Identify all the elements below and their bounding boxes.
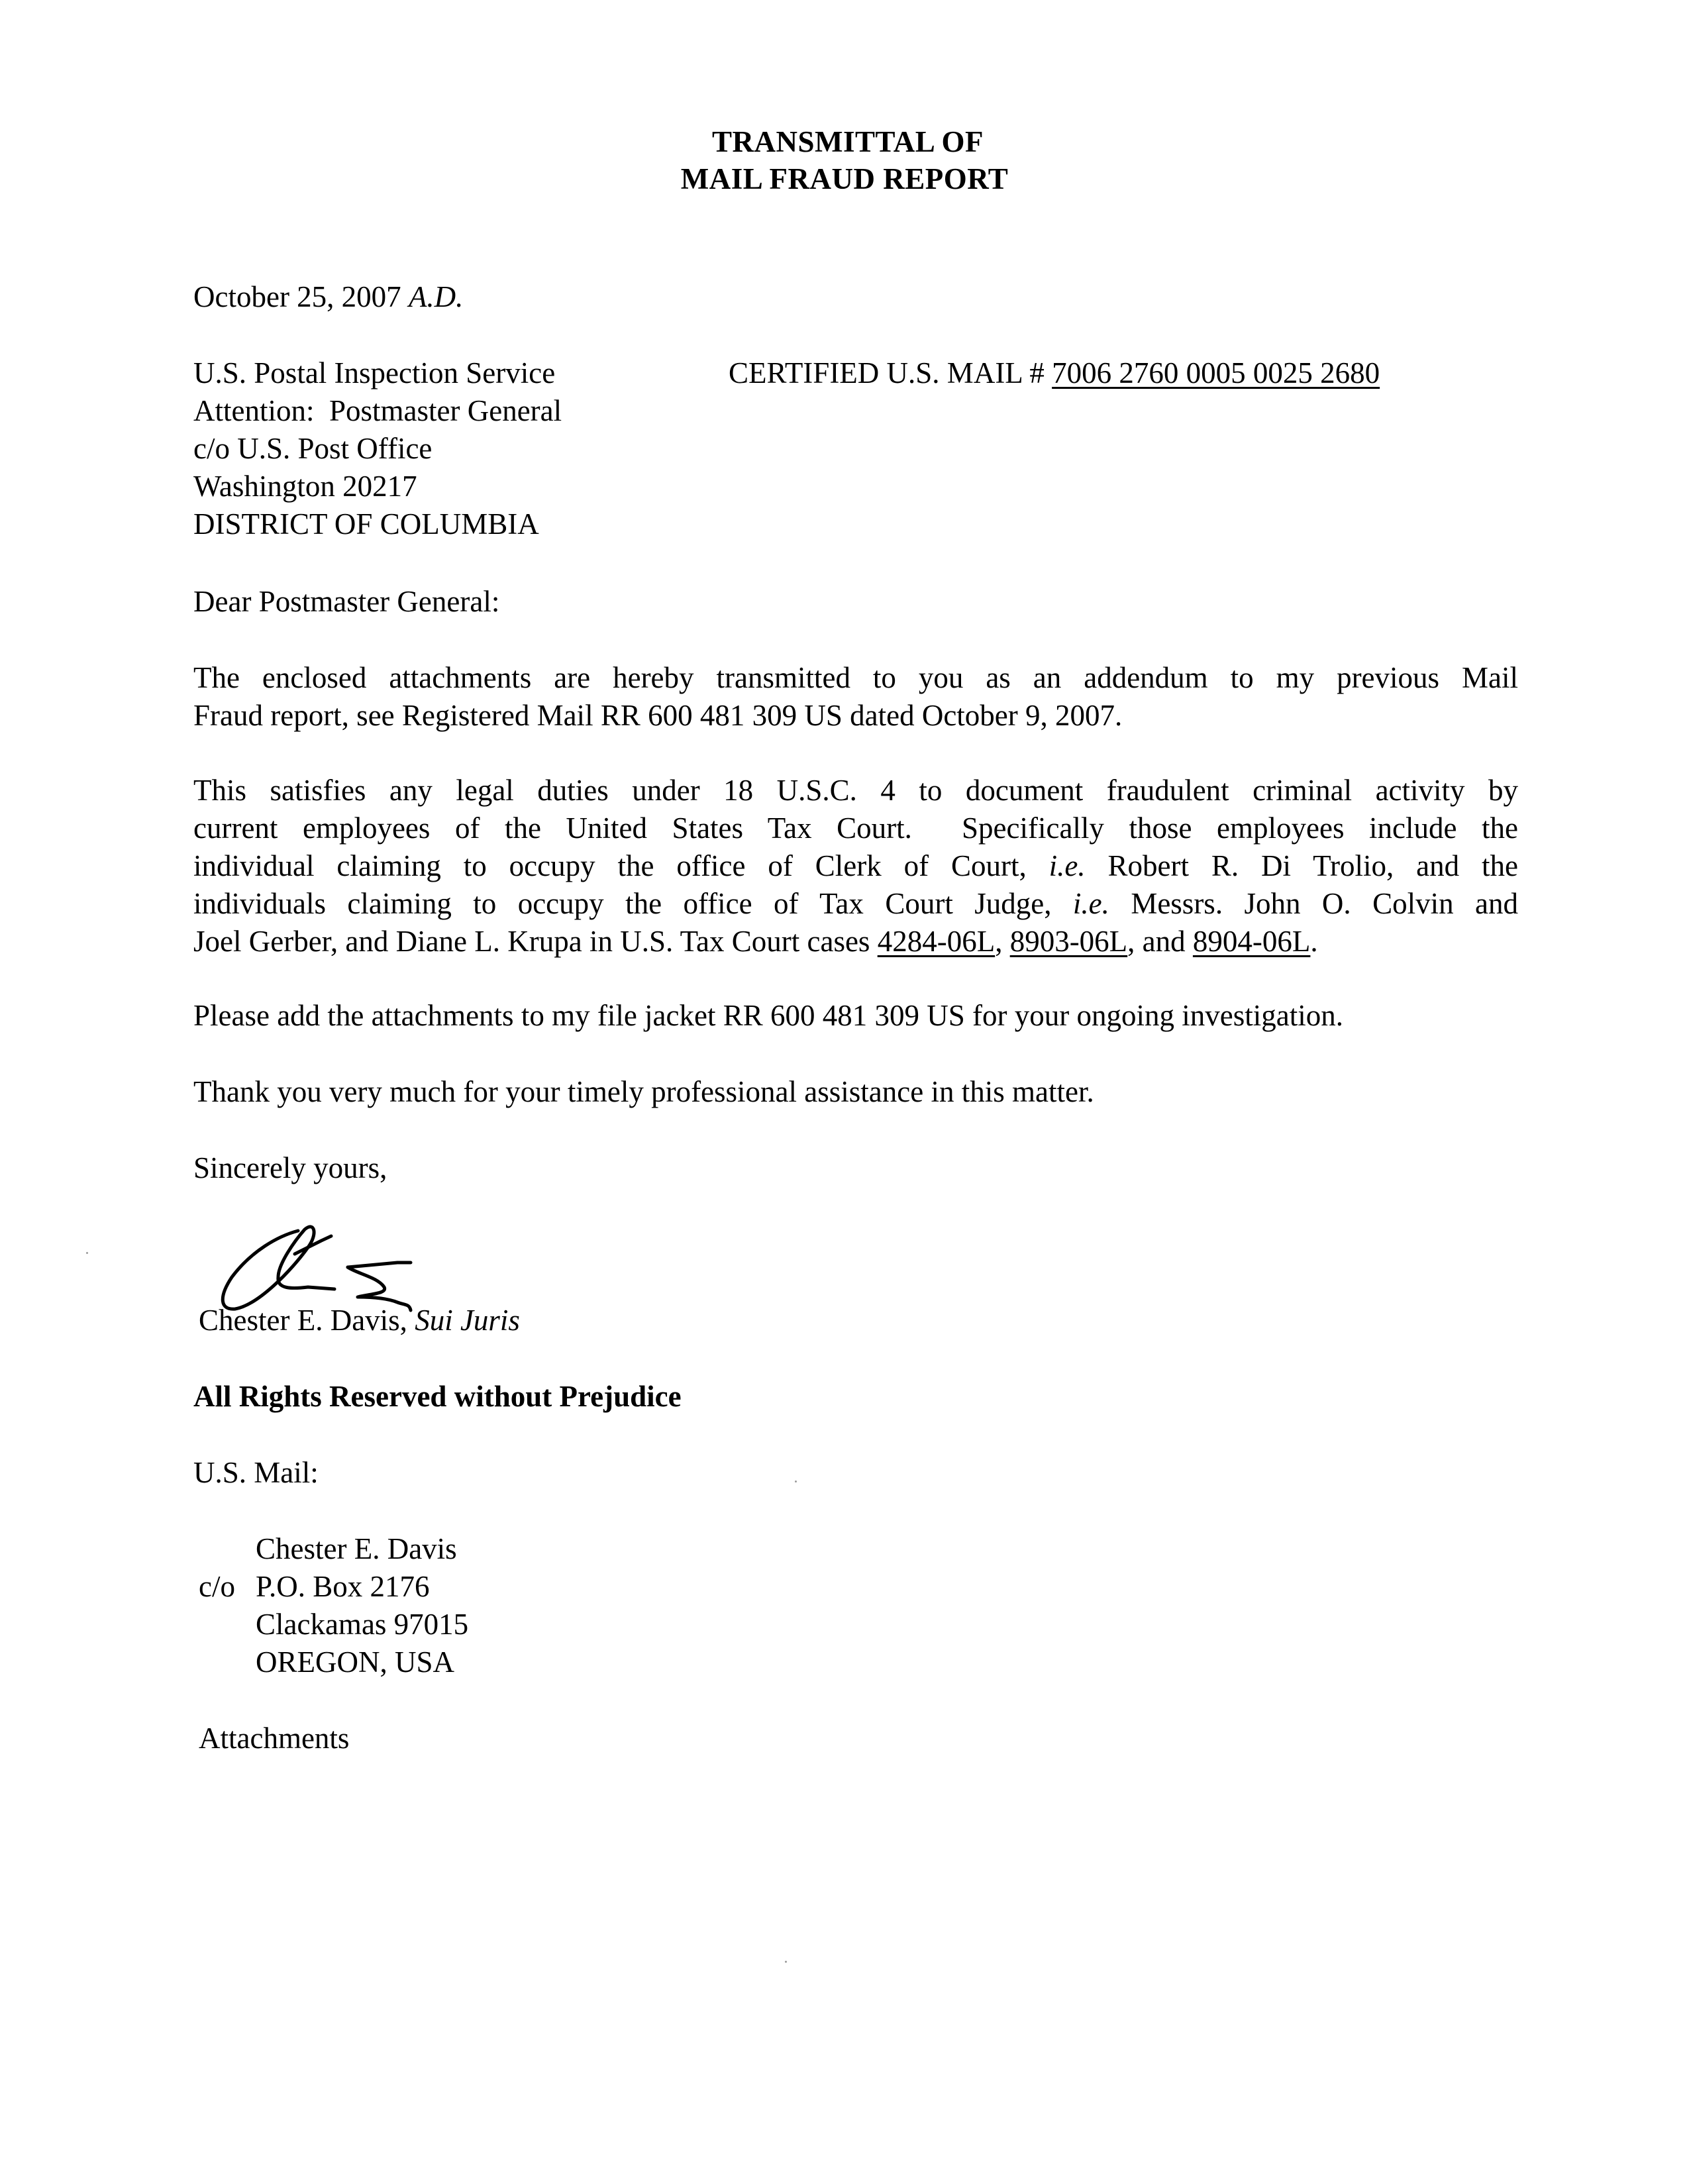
recipient-line-1: U.S. Postal Inspection Service — [193, 356, 556, 390]
recipient-line-2: Attention: Postmaster General — [193, 394, 562, 427]
recipient-line-4: Washington 20217 — [193, 470, 417, 503]
signatory-status: Sui Juris — [415, 1304, 520, 1337]
paragraph-2-line-2: current employees of the United States Tax Court. Specifically those employees include the — [193, 811, 1518, 845]
paragraph-2-line-3 — [193, 847, 1518, 885]
ie-abbrev: i.e. — [1072, 887, 1109, 920]
scan-speck — [86, 1252, 88, 1254]
recipient-address — [193, 354, 562, 543]
certified-mail-label: CERTIFIED U.S. MAIL # — [729, 356, 1045, 390]
separator-2: , and — [1127, 925, 1186, 958]
return-address-line-3: Clackamas 97015 — [256, 1608, 469, 1641]
title-line-2: MAIL FRAUD REPORT — [680, 162, 1009, 195]
scan-speck — [795, 1481, 797, 1482]
recipient-line-5: DISTRICT OF COLUMBIA — [193, 507, 539, 541]
paragraph-4: Thank you very much for your timely professional assistance in this matter. — [193, 1075, 1094, 1108]
case-number-2: 8903-06L — [1009, 925, 1128, 958]
line-4-text-a: individuals claiming to occupy the office of Tax Court Judge, — [193, 887, 1052, 920]
handwritten-signature — [199, 1204, 477, 1317]
return-address-line-4: OREGON, USA — [256, 1645, 455, 1679]
certified-mail-number: 7006 2760 0005 0025 2680 — [1052, 356, 1380, 390]
paragraph-1-line-1: The enclosed attachments are hereby transmitted to you as an addendum to my previous Mail — [193, 661, 1518, 694]
line-3-text-b: Robert R. Di Trolio, and the — [1107, 849, 1519, 882]
paragraph-2-line-5 — [193, 923, 1518, 961]
case-number-3: 8904-06L — [1192, 925, 1311, 958]
paragraph-1 — [193, 659, 1518, 735]
paragraph-2 — [193, 772, 1518, 961]
recipient-line-3: c/o U.S. Post Office — [193, 432, 433, 465]
case-number-1: 4284-06L — [877, 925, 996, 958]
signatory — [199, 1302, 520, 1339]
paragraph-1-line-2: Fraud report, see Registered Mail RR 600 481 309 US dated October 9, 2007. — [193, 699, 1123, 732]
rights-reserved-notice: All Rights Reserved without Prejudice — [193, 1380, 682, 1413]
separator-1: , — [995, 925, 1003, 958]
letter-date — [193, 278, 463, 316]
return-address-line-2: P.O. Box 2176 — [256, 1570, 430, 1603]
return-address-care-of: c/o — [199, 1570, 235, 1603]
paragraph-2-line-1: This satisfies any legal duties under 18 U.S.C. 4 to document fraudulent criminal activity by — [193, 774, 1518, 807]
enclosure-notation: Attachments — [199, 1722, 350, 1755]
document-title — [0, 123, 1689, 197]
signatory-name: Chester E. Davis, — [199, 1304, 407, 1337]
ie-abbrev: i.e. — [1049, 849, 1086, 882]
line-4-text-b: Messrs. John O. Colvin and — [1131, 887, 1518, 920]
line-5-text-a: Joel Gerber, and Diane L. Krupa in U.S. Tax Court cases — [193, 925, 870, 958]
scan-speck — [785, 1961, 787, 1963]
date-text: October 25, 2007 — [193, 280, 401, 313]
certified-mail-line — [729, 354, 1380, 392]
paragraph-3: Please add the attachments to my file jacket RR 600 481 309 US for your ongoing investigation. — [193, 999, 1343, 1032]
mail-label: U.S. Mail: — [193, 1456, 319, 1489]
period: . — [1310, 925, 1318, 958]
date-era: A.D. — [408, 280, 464, 313]
closing: Sincerely yours, — [193, 1151, 387, 1184]
title-line-1: TRANSMITTAL OF — [712, 125, 984, 158]
salutation: Dear Postmaster General: — [193, 585, 500, 618]
line-3-text-a: individual claiming to occupy the office of Clerk of Court, — [193, 849, 1027, 882]
paragraph-2-line-4 — [193, 885, 1518, 923]
return-address-line-1: Chester E. Davis — [256, 1532, 457, 1565]
